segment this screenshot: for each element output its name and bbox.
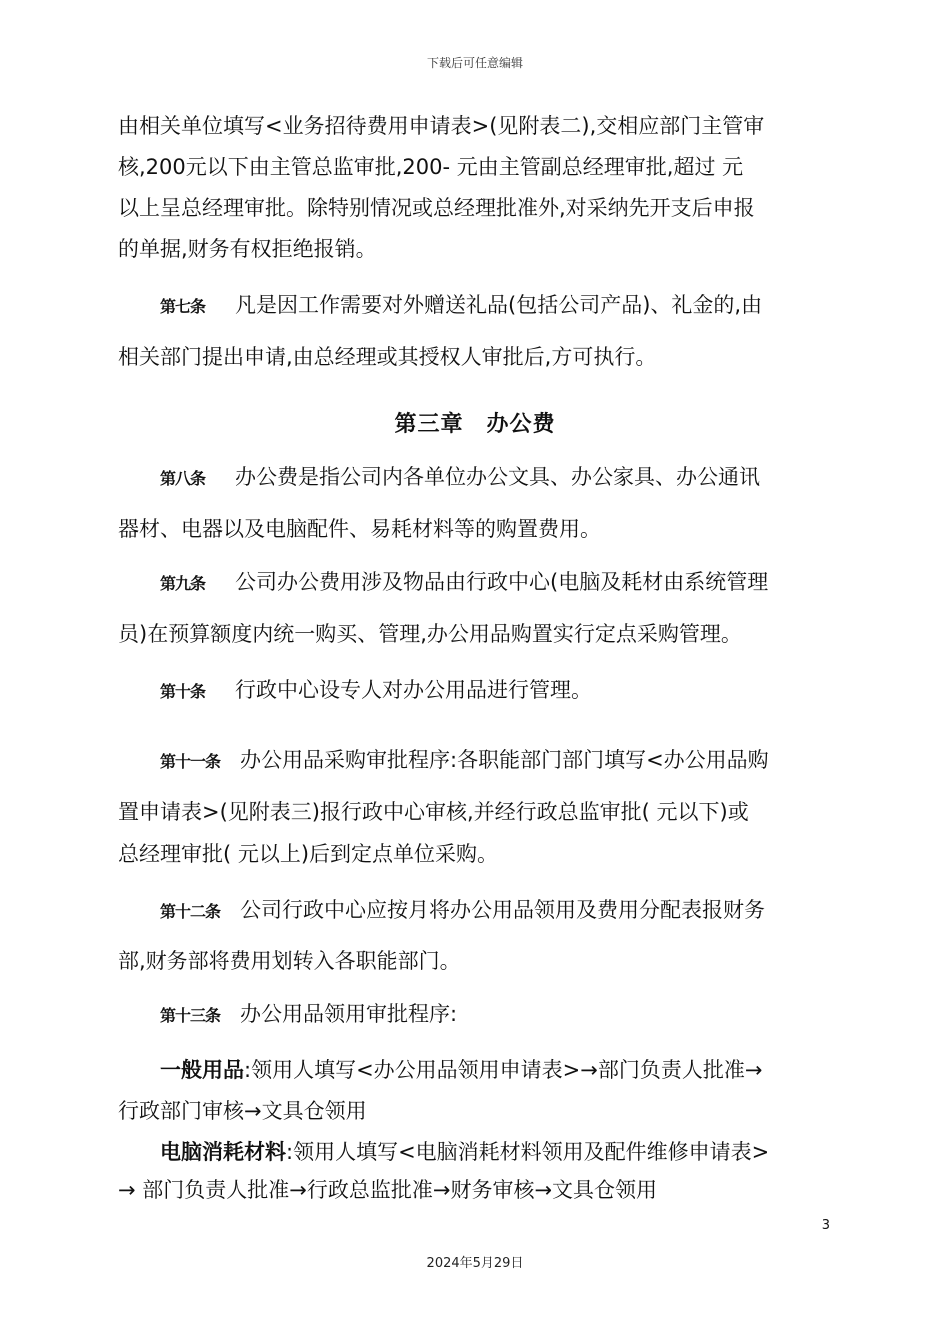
article-label: 第七条 — [160, 297, 206, 316]
article-9-line-1 — [160, 568, 768, 598]
computer-supplies-line-1 — [160, 1138, 769, 1166]
article-label: 第九条 — [160, 574, 206, 593]
article-12-line-1 — [160, 896, 765, 926]
article-text: 公司行政中心应按月将办公用品领用及费用分配表报财务 — [240, 898, 766, 922]
article-label: 第十条 — [160, 682, 206, 701]
paragraph-line: 总经理审批( 元以上)后到定点单位采购。 — [118, 842, 499, 866]
page-number: 3 — [821, 1218, 830, 1233]
article-10-line-1 — [160, 676, 592, 706]
paragraph-line: 相关部门提出申请,由总经理或其授权人审批后,方可执行。 — [118, 345, 657, 369]
article-label: 第十三条 — [160, 1006, 221, 1025]
paragraph-line: → 部门负责人批准→行政总监批准→财务审核→文具仓领用 — [118, 1178, 658, 1202]
paragraph-line: 员)在预算额度内统一购买、管理,办公用品购置实行定点采购管理。 — [118, 622, 742, 646]
footer-date: 2024年5月29日 — [426, 1256, 524, 1271]
article-label: 第十一条 — [160, 752, 221, 771]
article-text: 办公用品采购审批程序:各职能部门部门填写<办公用品购 — [240, 748, 769, 772]
paragraph-line: 的单据,财务有权拒绝报销。 — [118, 237, 377, 261]
article-text: 办公费是指公司内各单位办公文具、办公家具、办公通讯 — [235, 465, 761, 489]
paragraph-line: 以上呈总经理审批。除特别情况或总经理批准外,对采纳先开支后申报 — [118, 196, 755, 220]
chapter-title: 第三章 办公费 — [394, 412, 556, 437]
paragraph-line: 置申请表>(见附表三)报行政中心审核,并经行政总监审批( 元以下)或 — [118, 800, 749, 824]
article-label: 第十二条 — [160, 902, 221, 921]
article-text: 行政中心设专人对办公用品进行管理。 — [235, 678, 593, 702]
article-text: 公司办公费用涉及物品由行政中心(电脑及耗材由系统管理 — [235, 570, 769, 594]
paragraph-line: 器材、电器以及电脑配件、易耗材料等的购置费用。 — [118, 517, 601, 541]
general-supplies-text: :领用人填写<办公用品领用申请表>→部门负责人批准→ — [244, 1058, 763, 1082]
article-label: 第八条 — [160, 469, 206, 488]
computer-supplies-text: :领用人填写<电脑消耗材料领用及配件维修申请表> — [286, 1140, 770, 1164]
paragraph-line: 由相关单位填写<业务招待费用申请表>(见附表二),交相应部门主管审 — [118, 114, 765, 138]
paragraph-line: 行政部门审核→文具仓领用 — [118, 1099, 367, 1123]
paragraph-line: 核,200元以下由主管总监审批,200- 元由主管副总经理审批,超过 元 — [118, 155, 744, 179]
article-8-line-1 — [160, 463, 760, 493]
article-11-line-1 — [160, 746, 769, 776]
computer-supplies-label: 电脑消耗材料 — [160, 1140, 286, 1164]
general-supplies-line-1 — [160, 1056, 762, 1084]
article-text: 办公用品领用审批程序: — [240, 1002, 458, 1026]
general-supplies-label: 一般用品 — [160, 1058, 244, 1082]
article-13-line-1 — [160, 1000, 457, 1030]
article-7-line-1 — [160, 291, 762, 321]
paragraph-line: 部,财务部将费用划转入各职能部门。 — [118, 949, 461, 973]
article-text: 凡是因工作需要对外赠送礼品(包括公司产品)、礼金的,由 — [235, 293, 763, 317]
page-header: 下载后可任意编辑 — [426, 56, 523, 70]
